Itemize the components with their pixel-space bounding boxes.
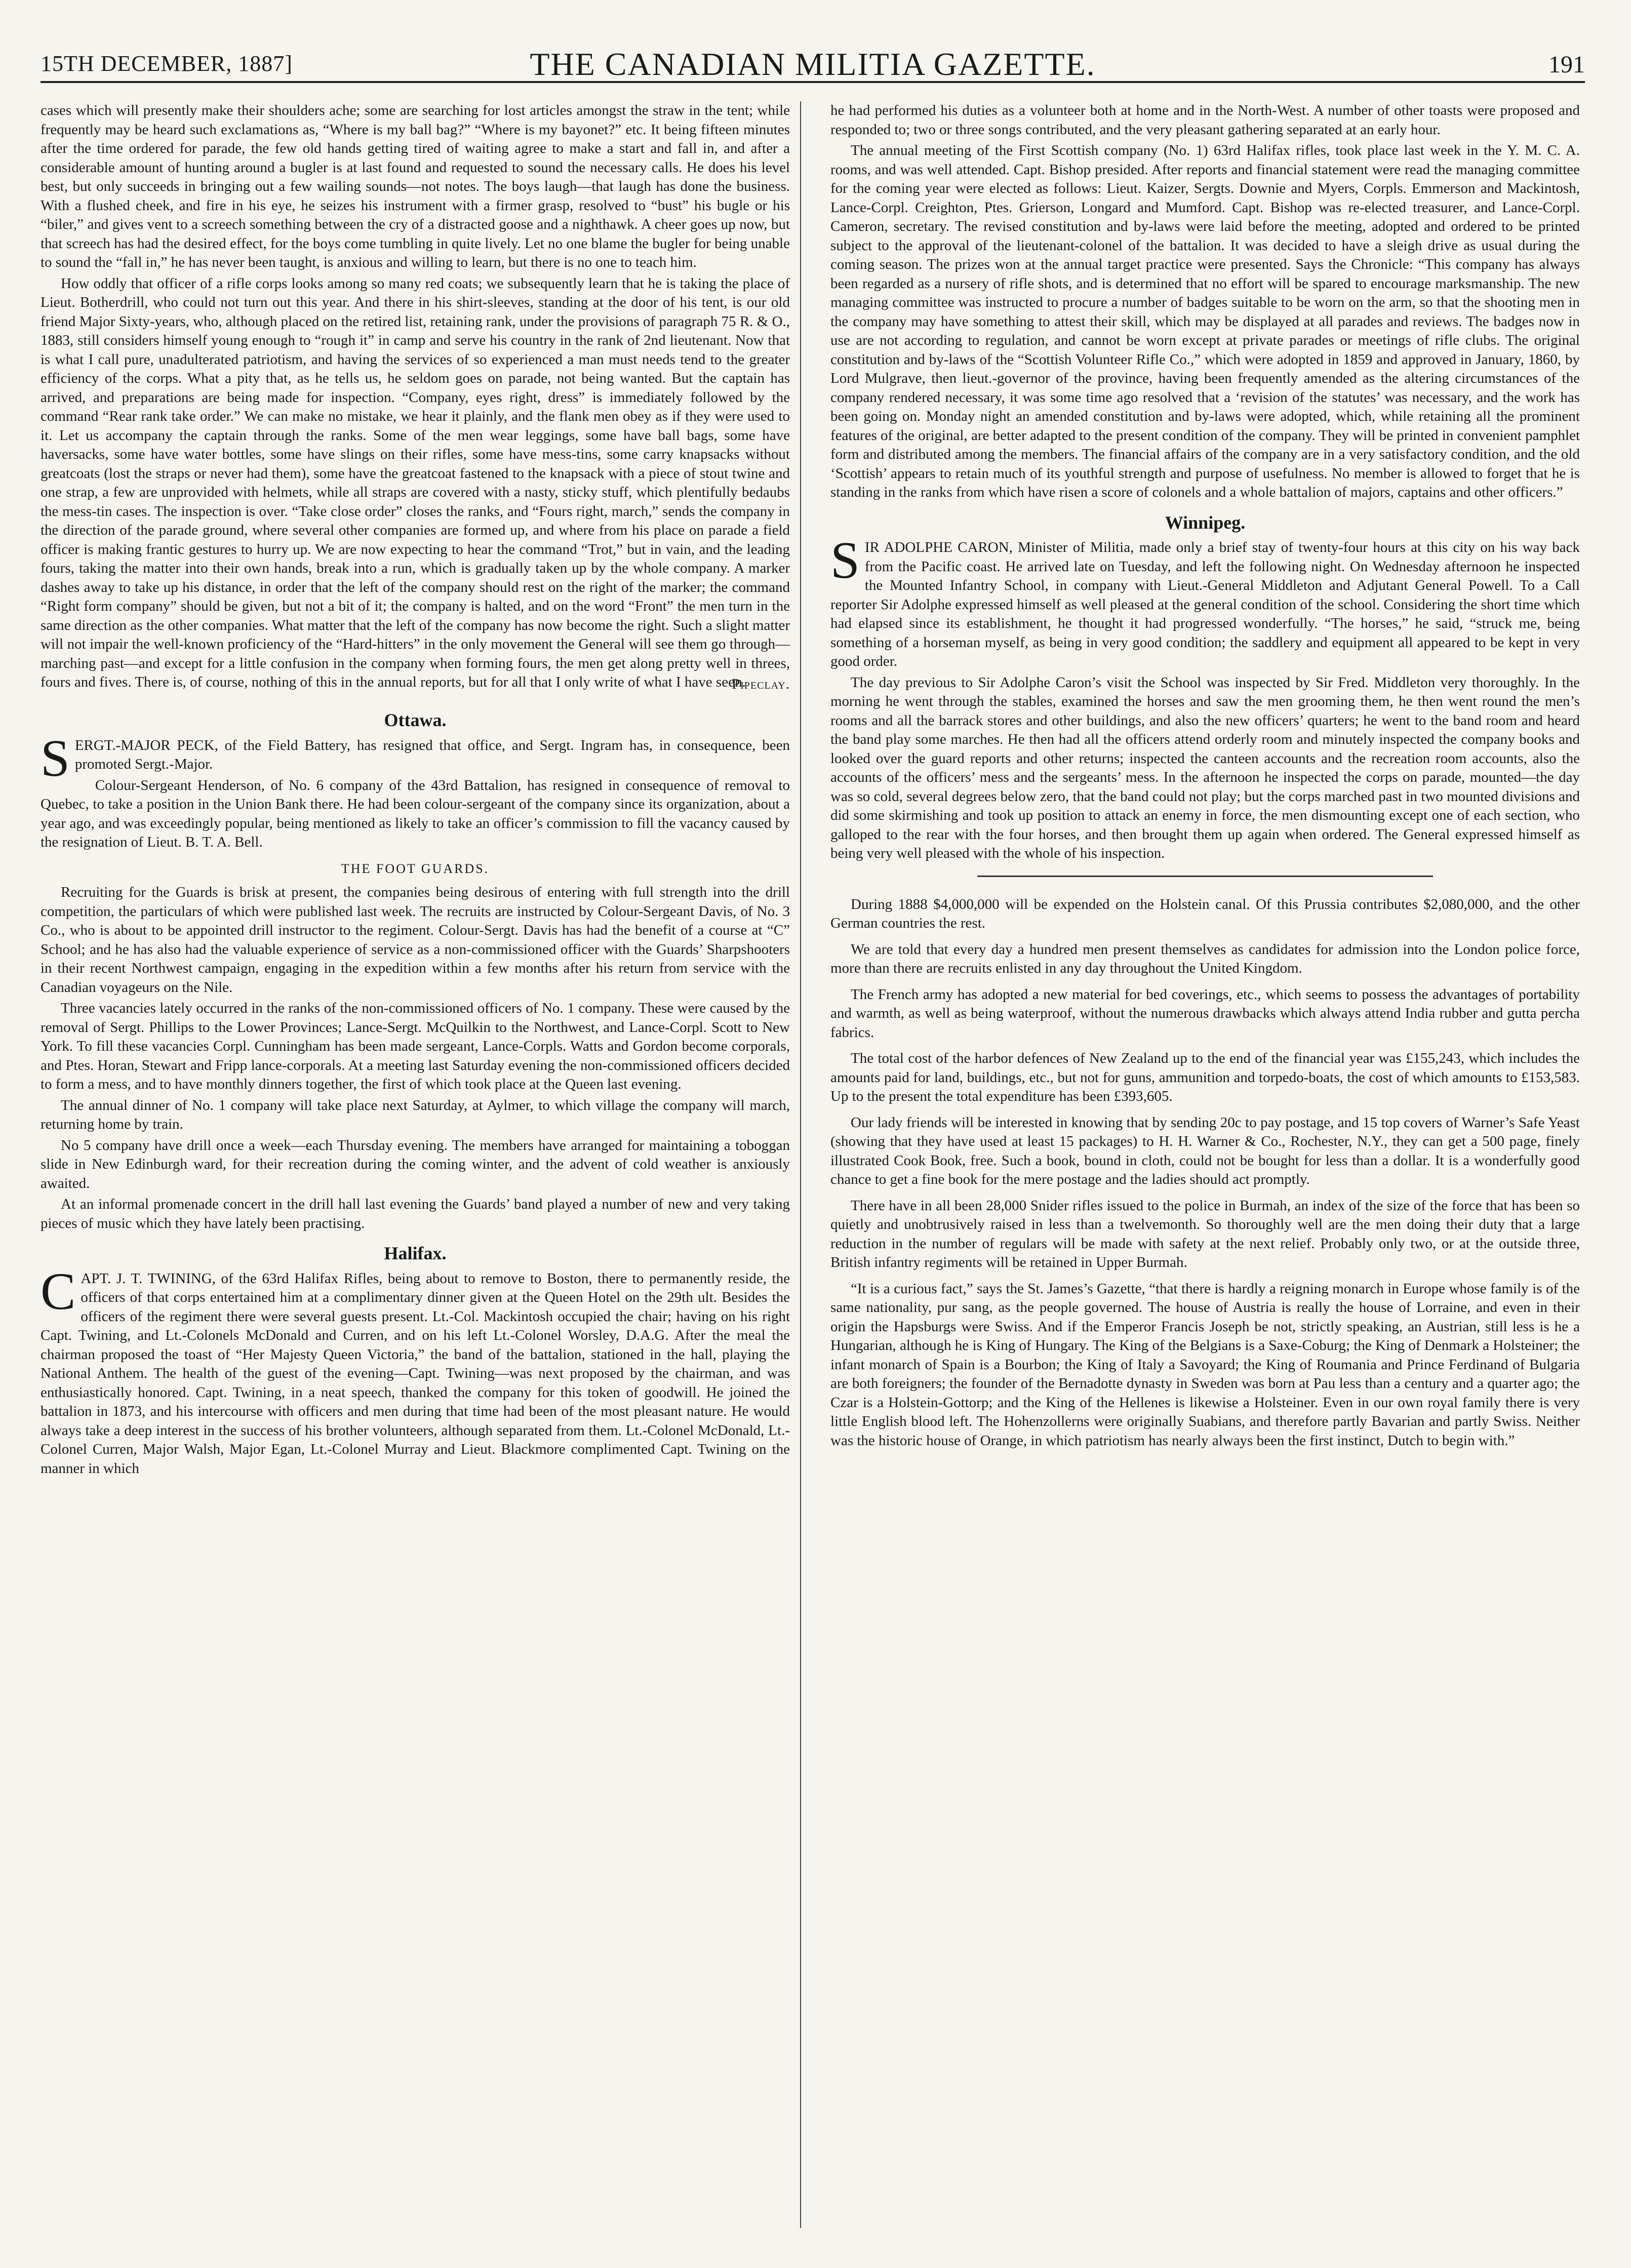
article-paragraph: Three vacancies lately occurred in the ranks of the non-commissioned officers of No. 1 company. These were caused by the removal of Sergt. Phillips to the Lower Provinces; Lance-Sergt. McQuilkin to the Northwest, and Lance-Corpl. Scott to New York. To fill these vacancies Corpl. Cunningham has been made sergeant, Lance-Corpls. Watts and Gordon become corporals, and Ptes. Horan, Stewart and Fripp lance-corporals. At a meeting last Saturday evening the non-commissioned officers decided to form a mess, and to have monthly dinners together, the first of which took place at the Queen last evening.: [41, 1000, 790, 1092]
issue-date: 15TH DECEMBER, 1887]: [41, 51, 293, 76]
left-column: [41, 101, 790, 2228]
news-item: The French army has adopted a new material for bed coverings, etc., which seems to possess the advantages of portability and warmth, as well as being waterproof, without the numerous drawbacks which always attend India rubber and gutta percha fabrics.: [830, 986, 1580, 1041]
drop-cap: S: [830, 531, 860, 589]
lead-text: APT. J. T. TWINING, of the 63rd Halifax Rifles, being about to remove to Boston, there to permanently reside, the officers of that corps entertained him at a complimentary dinner given at the Queen Hotel on the 29th ult. Besides the officers of the regiment there were several guests present. Lt.-Col. Mackintosh occupied the chair; having on his right Capt. Twining, and Lt.-Colonels McDonald and Curren, and on his left Lt.-Colonel Worsley, D.A.G. After the meal the chairman proposed the toast of “Her Majesty Queen Victoria,” the band of the battalion, stationed in the hall, playing the National Anthem. The health of the guest of the evening—Capt. Twining—was next proposed by the chairman, and was enthusiastically honored. Capt. Twining, in a neat speech, thanked the company for this token of goodwill. He joined the battalion in 1873, and his intercourse with officers and men during that time had been of the most pleasant nature. He would always take a deep interest in the success of his brother volunteers, although separated from them. Lt.-Colonel McDonald, Lt.-Colonel Curren, Major Walsh, Major Egan, Lt.-Colonel Murray and Lieut. Blackmore complimented Capt. Twining on the manner in which: [41, 1270, 790, 1477]
subsection-heading: THE FOOT GUARDS.: [341, 861, 490, 876]
masthead-title: THE CANADIAN MILITIA GAZETTE.: [530, 46, 1096, 82]
lead-text: ERGT.-MAJOR PECK, of the Field Battery, has resigned that office, and Sergt. Ingram has, in consequence, been promoted Sergt.-Major.: [74, 737, 790, 772]
news-items: [830, 895, 1580, 1451]
article-paragraph: How oddly that officer of a rifle corps looks among so many red coats; we subsequently learn that he is taking the place of Lieut. Botherdrill, who could not turn out this year. And there in his shirt-sleeves, standing at the door of his tent, is our old friend Major Sixty-years, who, although placed on the retired list, retaining rank, under the provisions of paragraph 75 R. & O., 1883, still considers himself young enough to “rough it” in camp and serve his country in the rank of 2nd lieutenant. Now that is what I call pure, unadulterated patriotism, and having the services of so experienced a man must needs tend to the greater efficiency of the corps. What a pity that, as he tells us, he seldom goes on parade, not being wanted. But the captain has arrived, and preparations are being made for inspection. “Company, eyes right, dress” is immediately followed by the command “Rear rank take order.” We can make no mistake, we hear it plainly, and the flank men obey as if they were used to it. Let us accompany the captain through the ranks. Some of the men wear leggings, some have ball bags, some have haversacks, some have water bottles, some have slings on their rifles, some have mess-tins, some carry knapsacks without greatcoats (lost the straps or never had them), some have the greatcoat fastened to the knapsack with a piece of stout twine and one strap, a few are unprovided with helmets, while all straps are covered with a nasty, sticky stuff, which plentifully bedaubs the mess-tin cases. The inspection is over. “Take close order” closes the ranks, and “Fours right, march,” sends the company in the direction of the parade ground, where several other companies are formed up, and where from his place on parade a field officer is making frantic gestures to hurry up. We are now expecting to hear the command “Trot,” but in vain, and the leading fours, taking the matter into their own hands, break into a run, which is gradually taken up by the whole company. A marker dashes away to take up his distance, in order that the left of the company should rest on the right of the marker; the command “Right form company” should be given, but not a bit of it; the company is halted, and on the word “Front” the men turn in the same direction as the other companies. What matter that the left of the company has now become the right. Such a slight matter will not impair the well-known proficiency of the “Hard-hitters” in the only movement the General will see them go through—marching past—and except for a little confusion in the company when forming fours, the men get along pretty well in threes, fours and fives. There is, of course, nothing of this in the annual reports, but for all that I only write of what I have seen.: [41, 275, 790, 690]
article-paragraph: At an informal promenade concert in the drill hall last evening the Guards’ band played a number of new and very taking pieces of music which they have lately been practising.: [41, 1196, 790, 1231]
section-separator: [977, 876, 1433, 877]
section-lead: [41, 1262, 790, 1479]
author-signature: Pipeclay.: [732, 675, 790, 692]
column-divider: [800, 101, 801, 2228]
page-header: [41, 41, 1585, 83]
article-paragraph: he had performed his duties as a volunteer both at home and in the North-West. A number of other toasts were proposed and responded to; two or three songs contributed, and the very pleasant gathering separated at an early hour.: [830, 102, 1580, 138]
news-item: During 1888 $4,000,000 will be expended on the Holstein canal. Of this Prussia contributes $2,080,000, and the other German countries the rest.: [830, 896, 1580, 931]
news-item: We are told that every day a hundred men present themselves as candidates for admission into the London police force, more than there are recruits enlisted in any day throughout the United Kingdom.: [830, 941, 1580, 976]
article-paragraph: No 5 company have drill once a week—each Thursday evening. The members have arranged for maintaining a toboggan slide in New Edinburgh ward, for their recreation during the coming winter, and the advent of cold weather is anxiously awaited.: [41, 1137, 790, 1191]
section-lead: [830, 531, 1580, 671]
article-paragraph: The annual dinner of No. 1 company will take place next Saturday, at Aylmer, to which village the company will march, returning home by train.: [41, 1097, 790, 1132]
right-column: [830, 101, 1580, 2228]
article-paragraph: cases which will presently make their shoulders ache; some are searching for lost articles amongst the straw in the tent; while frequently may be heard such exclamations as, “Where is my ball bag?” “Where is my bayonet?” etc. It being fifteen minutes after the time ordered for parade, the few old hands getting tired of waiting agree to make a start and fall in, and after a considerable amount of hunting around a bugler is at last found and requested to sound the necessary calls. He does his level best, but only succeeds in bringing out a few wailing sounds—not notes. The boys laugh—that laugh has done the business. With a flushed cheek, and fire in his eye, he seizes his instrument with a firmer grasp, resolved to “bust” his bugle or his “biler,” and gives vent to a screech something between the cry of a distracted goose and a nighthawk. A cheer goes up now, but that screech has had the desired effect, for the boys come tumbling in quite lively. Let no one blame the bugler for being unable to sound the “fall in,” he has never been taught, is anxious and willing to learn, but there is no one to teach him.: [41, 102, 790, 270]
article-paragraph: Colour-Sergeant Henderson, of No. 6 company of the 43rd Battalion, has resigned in consequence of removal to Quebec, to take a position in the Union Bank there. He had been colour-sergeant of the company since its organization, about a year ago, and was exceedingly popular, being mentioned as likely to take an officer’s commission to fill the vacancy caused by the resignation of Lieut. B. T. A. Bell.: [41, 777, 790, 850]
section-heading-ottawa: Ottawa.: [384, 710, 447, 730]
news-item: The total cost of the harbor defences of New Zealand up to the end of the financial year was £155,243, which includes the amounts paid for land, buildings, etc., but not for guns, ammunition and torpedo-boats, the cost of which amounts to £153,583. Up to the present the total expenditure has been £393,605.: [830, 1050, 1580, 1104]
news-item: There have in all been 28,000 Snider rifles issued to the police in Burmah, an index of the size of the force that has been so quietly and unobtrusively raised in less than a twelvemonth. So thoroughly well are the men doing their duty that a large reduction in the number of regulars will be made with safety at the next relief. Probably only two, or at the outside three, British infantry regiments will be retained in Upper Burmah.: [830, 1197, 1580, 1270]
drop-cap: S: [41, 729, 70, 787]
lead-text: IR ADOLPHE CARON, Minister of Militia, made only a brief stay of twenty-four hours at this city on his way back from the Pacific coast. He arrived late on Tuesday, and left the following night. On Wednesday afternoon he inspected the Mounted Infantry School, in company with Lieut.-General Middleton and Adjutant General Powell. To a Call reporter Sir Adolphe expressed himself as well pleased at the general condition of the school. Considering the short time which had elapsed since its establishment, he thought it had progressed wonderfully. “The horses,” he said, “struck me, being something of a horseman myself, as being in very good condition; the saddlery and equipment all appeared to be kept in very good order.: [830, 539, 1580, 669]
section-heading-halifax: Halifax.: [384, 1243, 447, 1263]
section-lead: [41, 729, 790, 787]
article-paragraph: The day previous to Sir Adolphe Caron’s visit the School was inspected by Sir Fred. Middleton very thoroughly. In the morning he went through the stables, examined the horses and saw the men grooming them, he then went round the men’s rooms and all the barrack stores and other buildings, and also the new officers’ quarters; he went to the band room and heard the band play some marches. He then had all the officers attend orderly room and minutely inspected the company books and looked over the guard reports and other returns; inspected the canteen accounts and the recreation room accounts, also the accounts of the officers’ mess and the sergeants’ mess. In the afternoon he inspected the corps on parade, mounted—the day was so cold, several degrees below zero, that the band could not play; but the corps marched past in two mounted divisions and did some skirmishing and took up position to attack an enemy in force, the men dismounting except one of each section, who galloped to the rear with the four horses, and then brought them up again when ordered. The General expressed himself as being very well pleased with the whole of his inspection.: [830, 674, 1580, 861]
section-heading-winnipeg: Winnipeg.: [1165, 512, 1246, 533]
page-number: 191: [1548, 51, 1585, 78]
article-paragraph: The annual meeting of the First Scottish company (No. 1) 63rd Halifax rifles, took place last week in the Y. M. C. A. rooms, and was well attended. Capt. Bishop presided. After reports and financial statement were read the managing committee for the coming year were elected as follows: Lieut. Kaizer, Sergts. Downie and Myers, Corpls. Emmerson and Mackintosh, Lance-Corpl. Creighton, Ptes. Grierson, Longard and Mumford. Capt. Bishop was re-elected treasurer, and Lance-Corpl. Cameron, secretary. The revised constitution and by-laws were laid before the meeting, adopted and ordered to be printed subject to the approval of the lieutenant-colonel of the battalion. It was decided to have a sleigh drive as usual during the coming season. The prizes won at the annual target practice were presented. Says the Chronicle: “This company has always been regarded as a nursery of rifle shots, and is determined that no effort will be spared to encourage marksmanship. The new managing committee was instructed to procure a number of badges suitable to be worn on the arm, so that the shooting men in the company may have something to attest their skill, which may be displayed at all parades and reviews. The badges now in use are not according to regulation, and cannot be worn except at private parades or meetings of rifle clubs. The original constitution and by-laws of the “Scottish Volunteer Rifle Co.,” which were adopted in 1859 and approved in January, 1860, by Lord Mulgrave, then lieut.-governor of the province, having been frequently amended as the altering circumstances of the company rendered necessary, it was some time ago resolved that a ‘revision of the statutes’ was necessary, and the work has been going on. Monday night an amended constitution and by-laws were adopted, which, while retaining all the prominent features of the original, are better adapted to the present condition of the company. They will be printed in convenient pamphlet form and distributed among the members. The financial affairs of the company are in a very satisfactory condition, and the old ‘Scottish’ appears to retain much of its youthful strength and purpose of usefulness. No member is allowed to forget that he is standing in the ranks from which have risen a score of colonels and a whole battalion of majors, captains and other officers.”: [830, 142, 1580, 500]
article-paragraph: Recruiting for the Guards is brisk at present, the companies being desirous of entering with full strength into the drill competition, the particulars of which were published last week. The recruits are instructed by Colour-Sergeant Davis, of No. 3 Co., who is about to be appointed drill instructor to the regiment. Colour-Sergt. Davis has had the benefit of a course at “C” School; and he has also had the valuable experience of service as a non-commissioned officer with the Guards’ Sharpshooters in their recent Northwest campaign, engaging in the expedition within a few months after his return from service with the Canadian voyageurs on the Nile.: [41, 884, 790, 996]
news-item: “It is a curious fact,” says the St. James’s Gazette, “that there is hardly a reigning monarch in Europe whose family is of the same nationality, pur sang, as the people governed. The house of Austria is really the house of Lorraine, and even in their origin the Hapsburgs were Swiss. And if the Emperor Francis Joseph be not, strictly speaking, an Austrian, still less is he a Hungarian, although he is King of Hungary. The King of the Belgians is a Saxe-Coburg; the King of Denmark a Holsteiner; the infant monarch of Spain is a Bourbon; the King of Italy a Savoyard; the King of Roumania and Prince Ferdinand of Bulgaria are both foreigners; the founder of the Bernadotte dynasty in Sweden was born at Pau less than a century and a quarter ago; the Czar is a Holstein-Gottorp; and the King of the Hellenes is likewise a Holsteiner. Even in our own royal family there is very little English blood left. The Hohenzollerns were originally Suabians, and therefore partly Bavarian and partly Swiss. Neither was the historic house of Orange, in which patriotism has nearly always been the first instinct, Dutch to begin with.”: [830, 1280, 1580, 1449]
news-item: Our lady friends will be interested in knowing that by sending 20c to pay postage, and 15 top covers of Warner’s Safe Yeast (showing that they have used at least 15 packages) to H. H. Warner & Co., Rochester, N.Y., they can get a 500 page, finely illustrated Cook Book, free. Such a book, bound in cloth, could not be bought for less than a dollar. It is a wonderfully good chance to get a fine book for the mere postage and the ladies should act promptly.: [830, 1114, 1580, 1187]
drop-cap: C: [41, 1262, 76, 1321]
